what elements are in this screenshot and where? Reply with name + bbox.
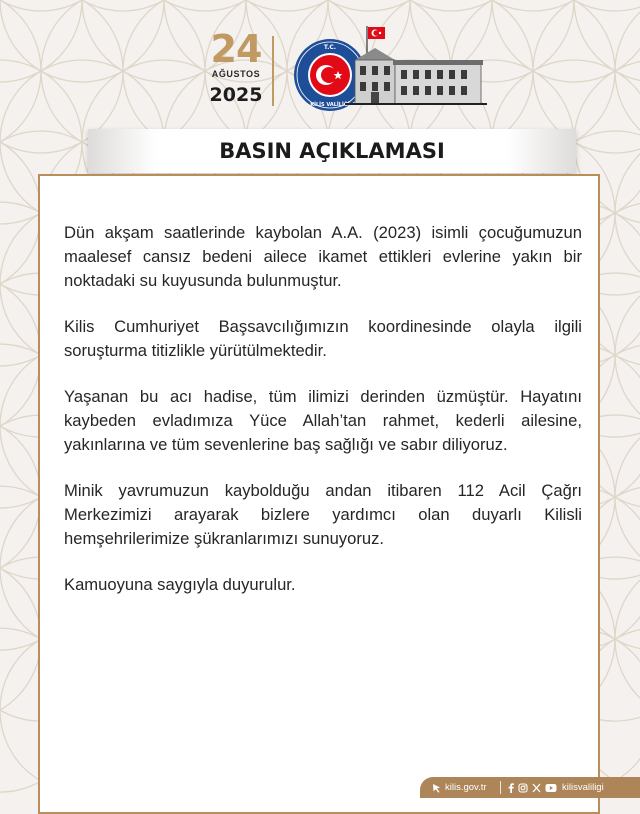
paragraph-1: Dün akşam saatlerinde kaybolan A.A. (2023) isimli çocuğumuzun maalesef cansız bedeni ailece ikamet ettikleri evlerine yakın bir noktadaki su kuyusunda bulunmuştur. xyxy=(64,223,582,290)
x-icon[interactable] xyxy=(532,783,541,793)
header-divider xyxy=(272,36,274,106)
cursor-icon xyxy=(432,783,441,793)
instagram-icon[interactable] xyxy=(518,783,528,793)
facebook-icon[interactable] xyxy=(508,783,514,793)
social-handle[interactable]: kilisvaliligi xyxy=(562,782,604,793)
page-title: BASIN AÇIKLAMASI xyxy=(219,139,445,163)
date-month: AĞUSTOS xyxy=(211,69,261,79)
government-building-icon xyxy=(345,24,487,108)
announcement-body xyxy=(64,221,582,619)
youtube-icon[interactable] xyxy=(545,783,557,793)
paragraph-4: Minik yavrumuzun kaybolduğu andan itibaren 112 Acil Çağrı Merkezimizi arayarak bizlere yardımcı olan duyarlı Kilisli hemşehrilerimize şükranlarımızı sunuyoruz. xyxy=(64,481,582,548)
title-banner xyxy=(88,129,576,173)
paragraph-3: Yaşanan bu acı hadise, tüm ilimizi derinden üzmüştür. Hayatını kaybeden evladımıza Yüce Allah’tan rahmet, kederli ailesine, yakınlarına ve tüm sevenlerine baş sağlığı ve sabır diliyoruz. xyxy=(64,387,582,454)
paragraph-5: Kamuoyuna saygıyla duyurulur. xyxy=(64,575,296,594)
footer-bar xyxy=(420,777,640,798)
footer-separator xyxy=(500,781,501,794)
date-block xyxy=(203,27,269,106)
paragraph-2: Kilis Cumhuriyet Başsavcılığımızın koordinesinde olayla ilgili soruşturma titizlikle yürütülmektedir. xyxy=(64,317,582,360)
website-link[interactable]: kilis.gov.tr xyxy=(445,782,487,793)
date-day: 24 xyxy=(210,27,262,71)
svg-text:T.C.: T.C. xyxy=(323,44,337,51)
date-year: 2025 xyxy=(209,84,263,106)
svg-text:KİLİS VALİLİĞİ: KİLİS VALİLİĞİ xyxy=(310,102,350,108)
